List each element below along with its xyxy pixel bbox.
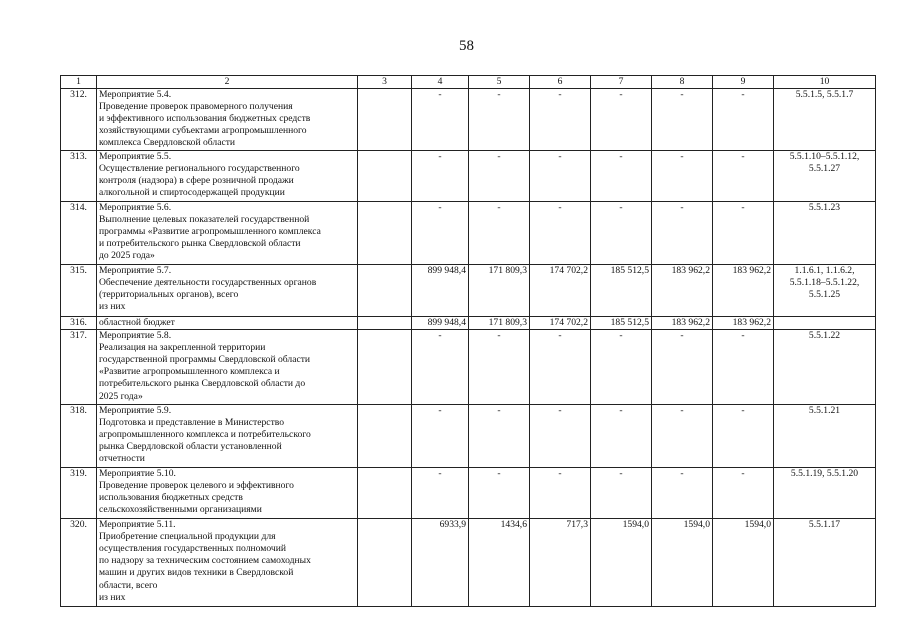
description-cell: Мероприятие 5.11. Приобретение специальной продукции для осуществления государственных полномочий по надзору за техническим состоянием самоходных машин и других видов техники в Свердловской области, всего из них: [97, 519, 358, 607]
description-cell: Мероприятие 5.7. Обеспечение деятельности государственных органов (территориальных органов), всего из них: [97, 265, 358, 317]
column-header: 5: [469, 76, 530, 89]
column-3-cell: [358, 89, 412, 151]
value-cell: 171 809,3: [469, 265, 530, 317]
value-cell: 717,3: [530, 519, 591, 607]
target-indicators-cell: 5.5.1.17: [774, 519, 876, 607]
table-row: [61, 151, 876, 202]
value-cell: -: [713, 330, 774, 405]
value-cell: -: [652, 330, 713, 405]
value-cell: 899 948,4: [412, 265, 469, 317]
row-number-cell: 313.: [61, 151, 97, 202]
value-cell: 174 702,2: [530, 317, 591, 330]
target-indicators-cell: [774, 317, 876, 330]
column-header: 10: [774, 76, 876, 89]
target-indicators-cell: 5.5.1.23: [774, 202, 876, 265]
column-3-cell: [358, 468, 412, 519]
column-3-cell: [358, 405, 412, 468]
row-number-cell: 314.: [61, 202, 97, 265]
value-cell: -: [530, 330, 591, 405]
row-number-cell: 319.: [61, 468, 97, 519]
value-cell: -: [591, 468, 652, 519]
table-row: [61, 202, 876, 265]
value-cell: 185 512,5: [591, 317, 652, 330]
value-cell: -: [469, 468, 530, 519]
value-cell: -: [652, 202, 713, 265]
value-cell: 6933,9: [412, 519, 469, 607]
value-cell: -: [591, 330, 652, 405]
row-number-cell: 318.: [61, 405, 97, 468]
value-cell: 183 962,2: [713, 317, 774, 330]
value-cell: -: [469, 202, 530, 265]
column-header: 9: [713, 76, 774, 89]
table-row: [61, 519, 876, 607]
row-number-cell: 315.: [61, 265, 97, 317]
value-cell: 1594,0: [591, 519, 652, 607]
column-3-cell: [358, 330, 412, 405]
value-cell: -: [469, 330, 530, 405]
value-cell: 1594,0: [713, 519, 774, 607]
target-indicators-cell: 1.1.6.1, 1.1.6.2, 5.5.1.18–5.5.1.22, 5.5.1.25: [774, 265, 876, 317]
value-cell: -: [530, 468, 591, 519]
value-cell: 1594,0: [652, 519, 713, 607]
value-cell: 183 962,2: [652, 317, 713, 330]
value-cell: -: [713, 405, 774, 468]
page-number: 58: [459, 38, 474, 54]
row-number-cell: 316.: [61, 317, 97, 330]
value-cell: -: [713, 89, 774, 151]
value-cell: -: [652, 405, 713, 468]
value-cell: -: [530, 202, 591, 265]
value-cell: -: [652, 89, 713, 151]
column-header: 2: [97, 76, 358, 89]
column-3-cell: [358, 519, 412, 607]
target-indicators-cell: 5.5.1.22: [774, 330, 876, 405]
value-cell: -: [713, 468, 774, 519]
value-cell: -: [530, 151, 591, 202]
row-number-cell: 312.: [61, 89, 97, 151]
value-cell: -: [412, 202, 469, 265]
table-row: [61, 89, 876, 151]
description-cell: Мероприятие 5.10. Проведение проверок целевого и эффективного использования бюджетных средств сельскохозяйственными организациями: [97, 468, 358, 519]
column-header: 3: [358, 76, 412, 89]
column-header: 7: [591, 76, 652, 89]
column-header: 4: [412, 76, 469, 89]
column-3-cell: [358, 151, 412, 202]
column-header: 8: [652, 76, 713, 89]
value-cell: -: [713, 202, 774, 265]
value-cell: 183 962,2: [713, 265, 774, 317]
value-cell: 185 512,5: [591, 265, 652, 317]
description-cell: Мероприятие 5.5. Осуществление регионального государственного контроля (надзора) в сфере розничной продажи алкогольной и спиртосодержащей продукции: [97, 151, 358, 202]
column-header: 6: [530, 76, 591, 89]
column-3-cell: [358, 202, 412, 265]
value-cell: -: [412, 89, 469, 151]
target-indicators-cell: 5.5.1.5, 5.5.1.7: [774, 89, 876, 151]
value-cell: -: [412, 405, 469, 468]
value-cell: -: [652, 468, 713, 519]
value-cell: -: [591, 151, 652, 202]
value-cell: -: [412, 151, 469, 202]
description-cell: областной бюджет: [97, 317, 358, 330]
column-header: 1: [61, 76, 97, 89]
row-number-cell: 320.: [61, 519, 97, 607]
row-number-cell: 317.: [61, 330, 97, 405]
description-cell: Мероприятие 5.8. Реализация на закрепленной территории государственной программы Свердловской области «Развитие агропромышленного комплекса и потребительского рынка Свердловской области до 2025 года»: [97, 330, 358, 405]
table-row: [61, 330, 876, 405]
description-cell: Мероприятие 5.4. Проведение проверок правомерного получения и эффективного использования бюджетных средств хозяйствующими субъектами агропромышленного комплекса Свердловской области: [97, 89, 358, 151]
value-cell: -: [469, 151, 530, 202]
table-row: [61, 317, 876, 330]
header-row: [61, 76, 876, 89]
description-cell: Мероприятие 5.6. Выполнение целевых показателей государственной программы «Развитие агропромышленного комплекса и потребительского рынка Свердловской области до 2025 года»: [97, 202, 358, 265]
value-cell: -: [530, 89, 591, 151]
value-cell: -: [530, 405, 591, 468]
value-cell: 1434,6: [469, 519, 530, 607]
value-cell: -: [591, 89, 652, 151]
value-cell: -: [469, 405, 530, 468]
value-cell: 183 962,2: [652, 265, 713, 317]
value-cell: -: [469, 89, 530, 151]
value-cell: -: [713, 151, 774, 202]
value-cell: 174 702,2: [530, 265, 591, 317]
budget-table: [60, 75, 876, 607]
target-indicators-cell: 5.5.1.21: [774, 405, 876, 468]
target-indicators-cell: 5.5.1.19, 5.5.1.20: [774, 468, 876, 519]
value-cell: -: [412, 468, 469, 519]
value-cell: -: [591, 202, 652, 265]
column-3-cell: [358, 265, 412, 317]
description-cell: Мероприятие 5.9. Подготовка и представление в Министерство агропромышленного комплекса и потребительского рынка Свердловской области установленной отчетности: [97, 405, 358, 468]
value-cell: 899 948,4: [412, 317, 469, 330]
table-row: [61, 265, 876, 317]
target-indicators-cell: 5.5.1.10–5.5.1.12, 5.5.1.27: [774, 151, 876, 202]
value-cell: -: [591, 405, 652, 468]
value-cell: 171 809,3: [469, 317, 530, 330]
table-row: [61, 405, 876, 468]
value-cell: -: [652, 151, 713, 202]
value-cell: -: [412, 330, 469, 405]
column-3-cell: [358, 317, 412, 330]
table-row: [61, 468, 876, 519]
